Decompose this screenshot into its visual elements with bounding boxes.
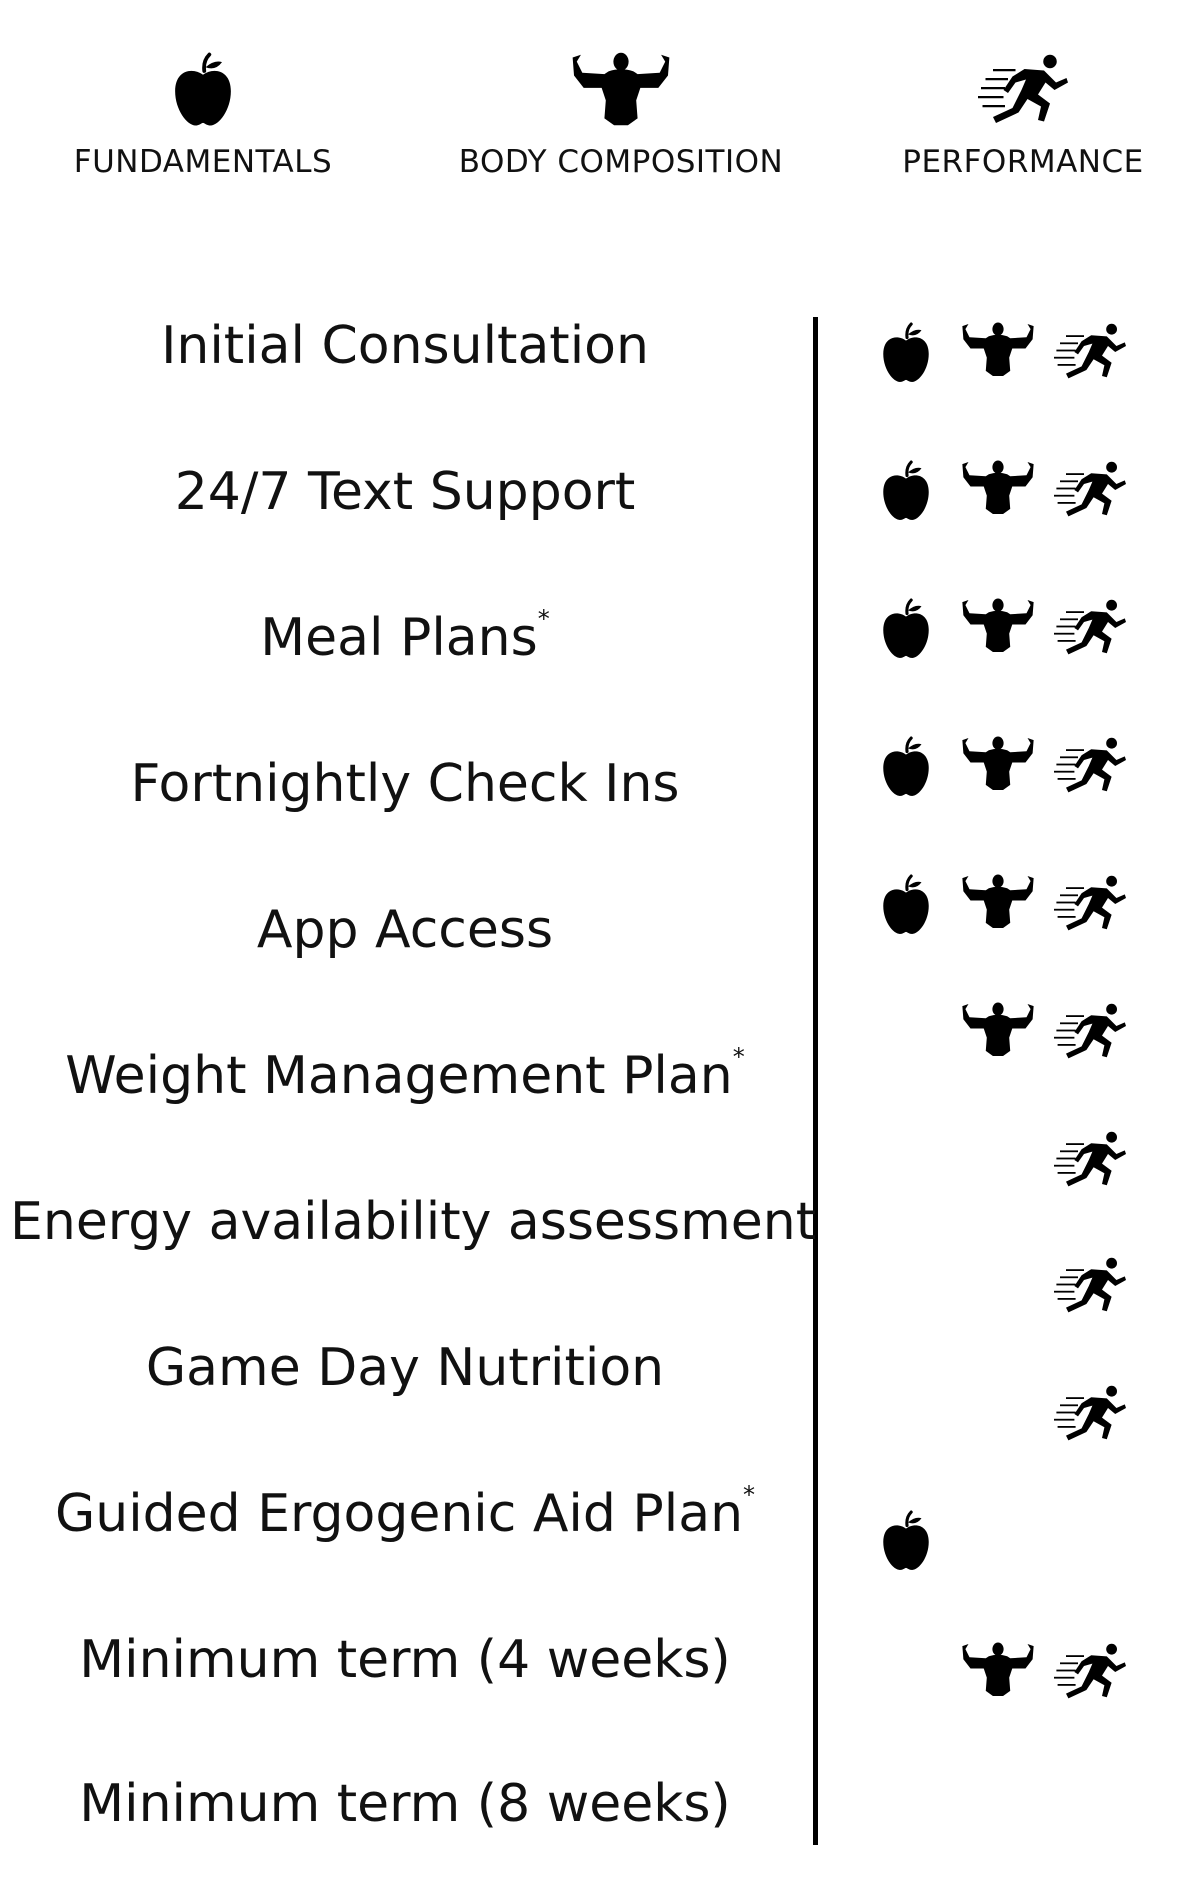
feature-label (10, 900, 800, 960)
flexing-body-icon (962, 598, 1034, 658)
feature-label (10, 1192, 817, 1252)
running-man-icon (1054, 1642, 1126, 1706)
apple-icon (880, 1510, 932, 1576)
flexing-body-icon (962, 874, 1034, 934)
feature-label (10, 754, 800, 814)
running-man-icon (1054, 1002, 1126, 1066)
running-man-icon (1054, 1130, 1126, 1194)
feature-label-text: Minimum term (4 weeks) (79, 1630, 731, 1690)
apple-icon (171, 52, 235, 128)
flexing-body-icon (962, 1002, 1034, 1062)
row-tier-icons (870, 1130, 1190, 1210)
row-tier-icons (870, 1510, 1190, 1590)
running-man-icon (1054, 1384, 1126, 1448)
apple-icon (880, 598, 932, 664)
column-divider (813, 317, 818, 1845)
running-man-icon (1054, 736, 1126, 800)
row-tier-icons (870, 874, 1190, 954)
flexing-body-icon (962, 736, 1034, 796)
footnote-asterisk: * (743, 1481, 756, 1509)
feature-label-text: Game Day Nutrition (145, 1338, 665, 1398)
feature-label (10, 1481, 800, 1544)
footnote-asterisk: * (537, 605, 550, 633)
apple-icon (880, 736, 932, 802)
apple-icon (880, 322, 932, 388)
feature-label (10, 1338, 800, 1398)
header-performance-label: PERFORMANCE (902, 144, 1144, 180)
running-man-icon (1054, 874, 1126, 938)
footnote-asterisk: * (732, 1043, 745, 1071)
row-tier-icons (870, 1642, 1190, 1722)
flexing-body-icon (962, 322, 1034, 382)
row-tier-icons (870, 460, 1190, 540)
header-fundamentals-label: FUNDAMENTALS (73, 144, 333, 180)
feature-label-text: Guided Ergogenic Aid Plan (54, 1484, 744, 1544)
running-man-icon (1054, 460, 1126, 524)
feature-label (10, 1043, 800, 1106)
header-fundamentals (23, 52, 383, 180)
row-tier-icons (870, 736, 1190, 816)
running-man-icon (978, 52, 1068, 128)
running-man-icon (1054, 1256, 1126, 1320)
feature-label (10, 605, 800, 668)
apple-icon (880, 460, 932, 526)
feature-label-text: Energy availability assessment (10, 1192, 817, 1252)
flexing-body-icon (572, 52, 670, 128)
feature-label-text: Meal Plans (260, 608, 538, 668)
feature-label (10, 316, 800, 376)
header-performance (843, 52, 1200, 180)
row-tier-icons (870, 1384, 1190, 1464)
feature-label (10, 1774, 800, 1834)
feature-label (10, 462, 800, 522)
row-tier-icons (870, 1256, 1190, 1336)
header-body-composition-label: BODY COMPOSITION (458, 144, 784, 180)
feature-label-text: Fortnightly Check Ins (130, 754, 680, 814)
flexing-body-icon (962, 460, 1034, 520)
row-tier-icons (870, 1002, 1190, 1082)
apple-icon (880, 874, 932, 940)
feature-label-text: Minimum term (8 weeks) (79, 1774, 731, 1834)
feature-label (10, 1630, 800, 1690)
row-tier-icons (870, 322, 1190, 402)
running-man-icon (1054, 322, 1126, 386)
feature-label-text: Initial Consultation (161, 316, 649, 376)
running-man-icon (1054, 598, 1126, 662)
row-tier-icons (870, 598, 1190, 678)
feature-label-text: 24/7 Text Support (174, 462, 636, 522)
feature-label-text: Weight Management Plan (65, 1046, 733, 1106)
flexing-body-icon (962, 1642, 1034, 1702)
feature-label-text: App Access (256, 900, 554, 960)
header-body-composition (441, 52, 801, 180)
